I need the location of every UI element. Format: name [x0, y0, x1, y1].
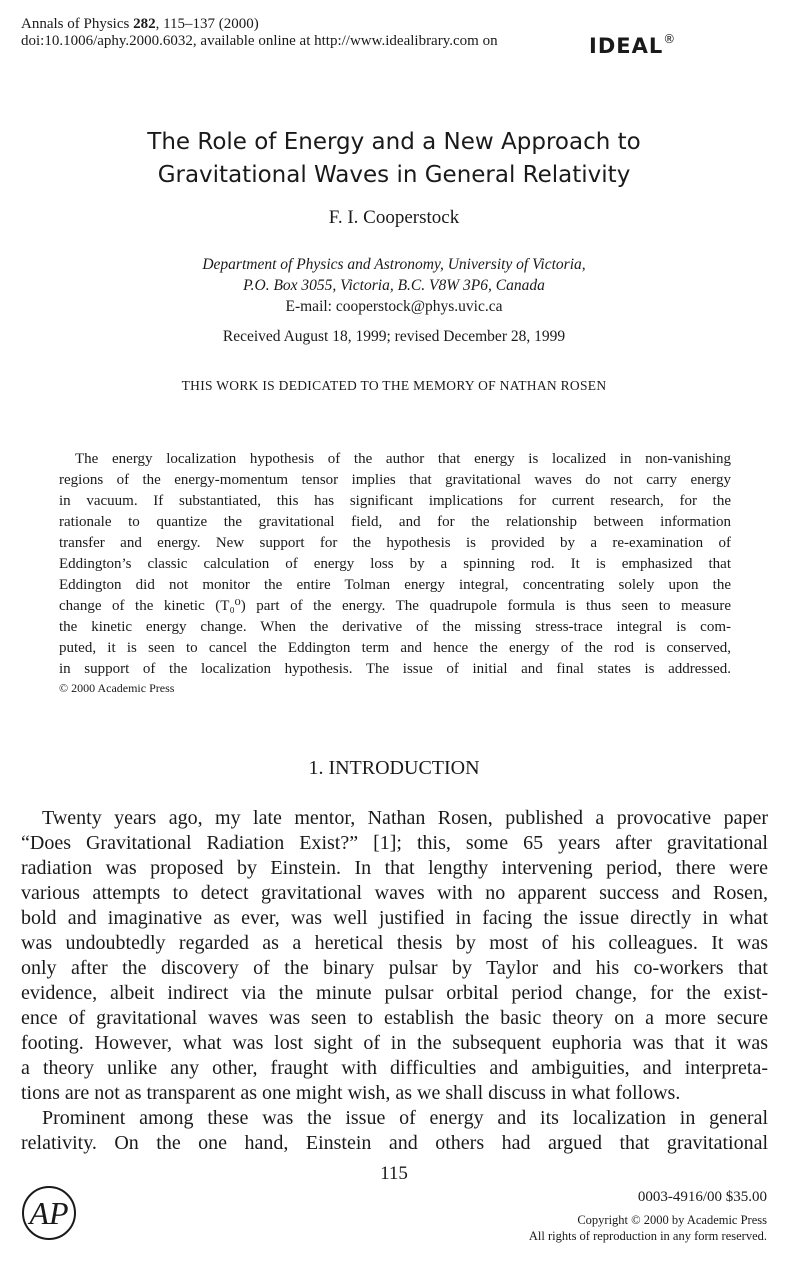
body-line: relativity. On the one hand, Einstein and others had argued that gravitational	[21, 1132, 768, 1154]
running-header	[21, 16, 498, 50]
abstract-line: rationale to quantize the gravitational field, and for the relationship between information	[59, 514, 731, 530]
body-line: a theory unlike any other, fraught with difficulties and ambiguities, and interpreta-	[21, 1057, 768, 1079]
journal-volume: 282	[133, 16, 156, 32]
abstract-line: Eddington’s classic calculation of energy loss by a spinning rod. It is emphasized that	[59, 556, 731, 572]
paper-title	[0, 126, 788, 192]
title-line-2: Gravitational Waves in General Relativity	[157, 162, 631, 188]
abstract-line: The energy localization hypothesis of the author that energy is localized in non-vanishing	[75, 451, 731, 467]
section-number: 1.	[308, 757, 324, 779]
issn-price: 0003-4916/00 $35.00	[637, 1189, 767, 1205]
abstract-line: Eddington did not monitor the entire Tolman energy integral, concentrating solely upon the	[59, 577, 731, 593]
body-line: bold and imaginative as ever, was well justified in facing the issue directly in what	[21, 907, 768, 929]
footer-copyright	[529, 1212, 767, 1244]
abstract-line: transfer and energy. New support for the hypothesis is provided by a re-examination of	[59, 535, 731, 551]
body-line: Prominent among these was the issue of energy and its localization in general	[42, 1107, 768, 1129]
affiliation	[0, 254, 788, 317]
abstract-line: the kinetic energy change. When the derivative of the missing stress-trace integral is com-	[59, 619, 731, 635]
title-line-1: The Role of Energy and a New Approach to	[147, 129, 641, 155]
abstract-copyright: © 2000 Academic Press	[59, 681, 175, 695]
body-line: ence of gravitational waves was seen to establish the basic theory on a more secure	[21, 1007, 768, 1029]
copyright-line: Copyright © 2000 by Academic Press	[577, 1213, 767, 1227]
journal-pages-year: , 115–137 (2000)	[155, 16, 259, 32]
abstract-line: regions of the energy-momentum tensor implies that gravitational waves do not carry energy	[59, 472, 731, 488]
body-line: Twenty years ago, my late mentor, Nathan Rosen, published a provocative paper	[42, 807, 768, 829]
section-heading	[0, 757, 788, 780]
ideal-logo-text: IDEAL	[589, 34, 664, 58]
body-text	[21, 806, 768, 1156]
abstract-line: in support of the localization hypothesis. The issue of initial and final states is addressed.	[59, 661, 731, 677]
body-line: was undoubtedly regarded as a heretical thesis by most of his colleagues. It was	[21, 932, 768, 954]
registered-mark: ®	[663, 32, 677, 46]
dedication: THIS WORK IS DEDICATED TO THE MEMORY OF NATHAN ROSEN	[181, 378, 607, 393]
abstract-line: in vacuum. If substantiated, this has significant implications for current research, for the	[59, 493, 731, 509]
rights-line: All rights of reproduction in any form reserved.	[528, 1229, 767, 1243]
author-email: E-mail: cooperstock@phys.uvic.ca	[285, 298, 503, 315]
body-line: footing. However, what was lost sight of in the subsequent euphoria was that it was	[21, 1032, 768, 1054]
body-line: various attempts to detect gravitational waves with no apparent success and Rosen,	[21, 882, 768, 904]
body-line: “Does Gravitational Radiation Exist?” [1]; this, some 65 years after gravitational	[21, 832, 768, 854]
affiliation-line-2: P.O. Box 3055, Victoria, B.C. V8W 3P6, Canada	[243, 277, 545, 294]
body-line: tions are not as transparent as one might wish, as we shall discuss in what follows.	[21, 1082, 681, 1104]
section-title: INTRODUCTION	[328, 757, 480, 779]
author-name: F. I. Cooperstock	[328, 207, 460, 228]
journal-citation	[21, 16, 498, 33]
body-line: radiation was proposed by Einstein. In that lengthy intervening period, there were	[21, 857, 768, 879]
body-line: evidence, albeit indirect via the minute pulsar orbital period change, for the exist-	[21, 982, 768, 1004]
body-line: only after the discovery of the binary pulsar by Taylor and his co-workers that	[21, 957, 768, 979]
received-dates: Received August 18, 1999; revised December 28, 1999	[222, 328, 566, 345]
affiliation-line-1: Department of Physics and Astronomy, University of Victoria,	[202, 256, 586, 273]
academic-press-logo: AP	[22, 1186, 76, 1240]
doi-line: doi:10.1006/aphy.2000.6032, available online at http://www.idealibrary.com on	[21, 33, 498, 49]
abstract-line: change of the kinetic (T₀⁰) part of the energy. The quadrupole formula is thus seen to measure	[59, 598, 731, 614]
abstract	[59, 449, 731, 680]
journal-name: Annals of Physics	[21, 16, 130, 32]
page-number: 115	[380, 1163, 408, 1184]
ideal-logo	[589, 28, 676, 57]
abstract-line: puted, it is seen to cancel the Eddington term and hence the energy of the rod is conserved,	[59, 640, 731, 656]
